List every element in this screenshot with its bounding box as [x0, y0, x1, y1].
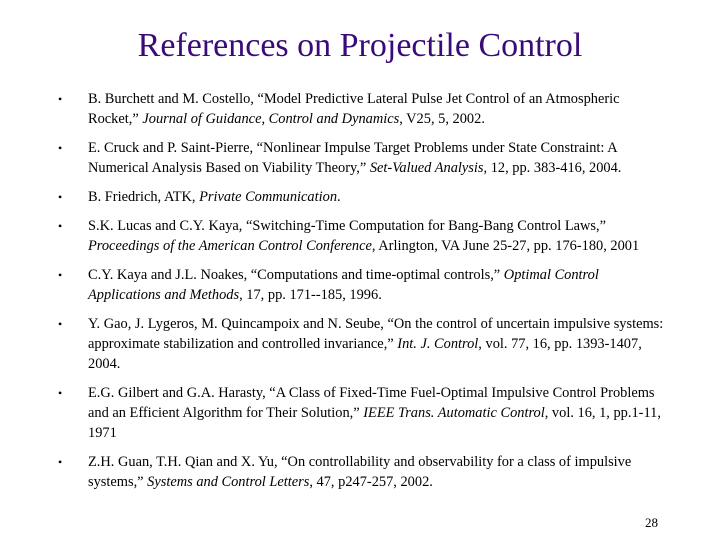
- bullet-icon: •: [58, 317, 63, 331]
- reference-venue: Optimal Control Applications and Methods: [88, 267, 599, 303]
- reference-details: , 12, pp. 383-416, 2004.: [483, 160, 622, 176]
- reference-text: [88, 385, 661, 441]
- reference-item: [58, 187, 670, 207]
- bullet-icon: •: [58, 219, 63, 233]
- reference-venue: Set-Valued Analysis: [369, 160, 484, 176]
- page-number: 28: [645, 515, 658, 530]
- reference-details: .: [337, 189, 341, 205]
- reference-authors-title: Y. Gao, J. Lygeros, M. Quincampoix and N. Seube, “On the control of uncertain impulsive systems: approximate stabilization and controlled invariance,”: [88, 316, 664, 352]
- reference-authors-title: E.G. Gilbert and G.A. Harasty, “A Class of Fixed-Time Fuel-Optimal Impulsive Control Problems and an Efficient Algorithm for Their Solution,”: [88, 385, 655, 421]
- reference-item: [58, 314, 670, 374]
- reference-authors-title: S.K. Lucas and C.Y. Kaya, “Switching-Time Computation for Bang-Bang Control Laws,”: [88, 218, 607, 234]
- reference-venue: Proceedings of the American Control Conference: [88, 238, 372, 254]
- reference-item: [58, 265, 670, 305]
- bullet-icon: •: [58, 386, 63, 400]
- reference-text: [88, 267, 599, 303]
- reference-item: [58, 138, 670, 178]
- bullet-icon: •: [58, 455, 63, 469]
- reference-text: [88, 316, 663, 372]
- reference-venue: IEEE Trans. Automatic Control: [363, 405, 545, 421]
- reference-text: [88, 91, 620, 127]
- reference-text: [88, 189, 341, 205]
- reference-item: [58, 383, 670, 443]
- bullet-icon: •: [58, 92, 63, 106]
- reference-authors-title: Z.H. Guan, T.H. Qian and X. Yu, “On controllability and observability for a class of impulsive systems,”: [88, 454, 632, 490]
- reference-details: , Arlington, VA June 25-27, pp. 176-180, 2001: [371, 238, 640, 254]
- reference-authors-title: B. Friedrich, ATK,: [88, 189, 200, 205]
- reference-details: , V25, 5, 2002.: [399, 111, 485, 127]
- bullet-icon: •: [58, 268, 63, 282]
- reference-item: [58, 452, 670, 492]
- reference-list: [58, 89, 670, 501]
- bullet-icon: •: [58, 190, 63, 204]
- reference-venue: Int. J. Control: [397, 336, 479, 352]
- reference-authors-title: C.Y. Kaya and J.L. Noakes, “Computations and time-optimal controls,”: [88, 267, 504, 283]
- slide-title: References on Projectile Control: [137, 27, 583, 64]
- reference-authors-title: B. Burchett and M. Costello, “Model Predictive Lateral Pulse Jet Control of an Atmospheric Rocket,”: [88, 91, 620, 127]
- reference-details: , 47, p247-257, 2002.: [309, 474, 433, 490]
- reference-venue: Systems and Control Letters: [147, 474, 310, 490]
- reference-details: , 17, pp. 171--185, 1996.: [239, 287, 382, 303]
- reference-item: [58, 89, 670, 129]
- reference-authors-title: E. Cruck and P. Saint-Pierre, “Nonlinear Impulse Target Problems under State Constraint: A Numerical Analysis Based on Viability Theory,”: [88, 140, 617, 176]
- reference-venue: Private Communication: [199, 189, 338, 205]
- reference-venue: Journal of Guidance, Control and Dynamics: [142, 111, 400, 127]
- reference-details: , vol. 16, 1, pp.1-11, 1971: [88, 405, 661, 441]
- reference-details: , vol. 77, 16, pp. 1393-1407, 2004.: [88, 336, 642, 372]
- bullet-icon: •: [58, 141, 63, 155]
- reference-item: [58, 216, 670, 256]
- reference-text: [88, 218, 639, 254]
- reference-text: [88, 140, 621, 176]
- reference-text: [88, 454, 631, 490]
